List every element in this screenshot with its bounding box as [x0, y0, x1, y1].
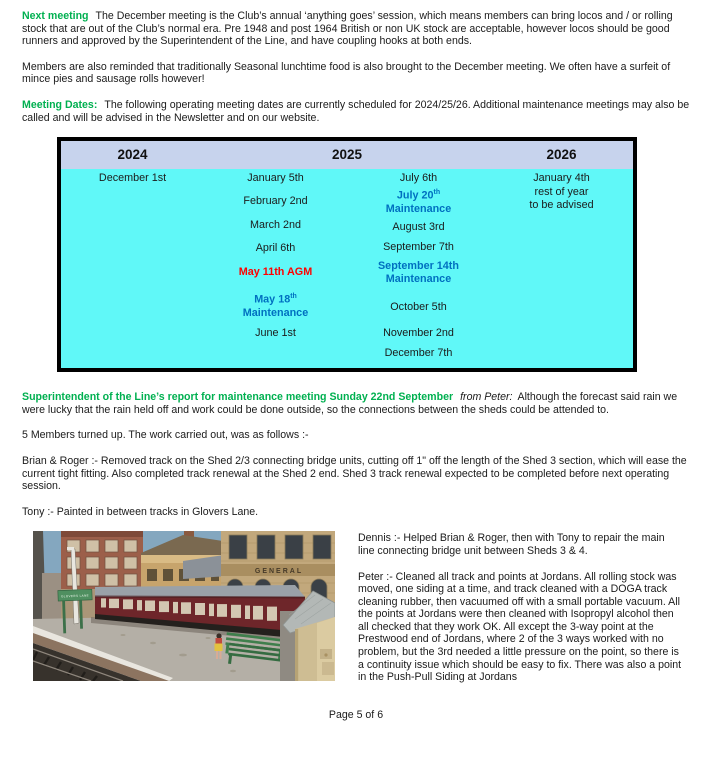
- date-jan-5th: January 5th: [247, 172, 304, 185]
- para-work-summary: 5 Members turned up. The work carried out, was as follows :-: [22, 429, 309, 442]
- next-meeting-heading: Next meeting: [22, 10, 89, 22]
- photo-and-text-row: [22, 531, 690, 697]
- date-may-11th-agm: May 11th AGM: [238, 266, 313, 279]
- date-feb-2nd: February 2nd: [243, 195, 308, 208]
- date-jun-1st: June 1st: [255, 327, 296, 340]
- date-mar-2nd: March 2nd: [249, 219, 301, 232]
- meeting-dates-body: The following operating meeting dates are currently scheduled for 2024/25/26. Additional maintenance meetings may also be called and will be advised in the Newsletter and on our website.: [22, 98, 690, 124]
- para-dennis: Dennis :- Helped Brian & Roger, then with Tony to repair the main line connecting bridge unit between Sheds 3 & 4.: [358, 532, 665, 557]
- date-sep-7th: September 7th: [383, 241, 454, 254]
- date-oct-5th: October 5th: [390, 301, 447, 314]
- right-text-column: [358, 531, 684, 697]
- date-jan-4th-2026: January 4th: [533, 172, 590, 185]
- date-apr-6th: April 6th: [255, 242, 296, 255]
- para-peter: Peter :- Cleaned all track and points at Jordans. All rolling stock was moved, one siding at a time, and track cleaned with a DOGA track cleaning rubber, then vacuumed off with a small portable vacuum. All the points at Jordans were then cleaned with Isopropyl alcohol then all checked that they work OK. All except the 3-way point at the Prestwood end of Jordans, where 2 of the 3 ways worked with no problem, but the 3rd needed a little pressure on the point, so there is a continuity issue which should be easy to fix. There was also a point in the Push-Pull Siding at Jordans: [358, 570, 682, 684]
- date-dec-7th: December 7th: [384, 347, 453, 360]
- date-sep-14th-maintenance: September 14th Maintenance: [377, 260, 459, 286]
- para-brian-roger: Brian & Roger :- Removed track on the Shed 2/3 connecting bridge units, cutting off 1" off the length of the Shed 3 section, which will ease the current tight fitting. Also completed track renewal at the Shed 2 end. Shed 3 track renewal expected to be completed before next operating session.: [22, 454, 687, 493]
- date-dec-1st-2024: December 1st: [98, 172, 167, 185]
- photo-sign-text: GLOVERS LANE: [60, 593, 90, 599]
- date-aug-3rd: August 3rd: [392, 221, 445, 234]
- date-jul-20th-maintenance: July 20th Maintenance: [385, 189, 452, 215]
- para-tony: Tony :- Painted in between tracks in Glovers Lane.: [22, 505, 259, 518]
- meeting-dates-heading: Meeting Dates:: [22, 98, 98, 111]
- para-meeting-dates: [22, 99, 690, 124]
- date-may-18th-maintenance: May 18th Maintenance: [242, 293, 309, 319]
- photo-building-sign-text: GENERAL: [254, 568, 304, 576]
- date-jul-6th: July 6th: [399, 172, 438, 185]
- next-meeting-body: The December meeting is the Club’s annual ‘anything goes’ session, which means members can bring locos and / or rolling stock that are out of the Club’s normal era. Pre 1948 and post 1964 British or non UK stock are acceptable, however locos should be good runners and approved by the Superintendent of the Line, and have coupling hooks at both ends.: [22, 10, 673, 48]
- year-header-2025: 2025: [331, 146, 363, 162]
- para-next-meeting: [22, 10, 690, 48]
- para-members-reminder: Members are also reminded that traditionally Seasonal lunchtime food is also brought to the December meeting. We often have a surfeit of mince pies and sausage rolls however!: [22, 60, 671, 86]
- superintendent-report-heading: Superintendent of the Line’s report for maintenance meeting Sunday 22nd September: [22, 391, 454, 404]
- report-body: Although the forecast said rain we were lucky that the rain held off and work could be done outside, so the connections between the sheds could be attended to.: [22, 391, 678, 416]
- model-railway-photo: [33, 531, 335, 681]
- year-header-2026: 2026: [546, 146, 577, 162]
- table-body: [61, 169, 633, 368]
- page-footer: Page 5 of 6: [328, 708, 384, 721]
- table-header-row: [61, 141, 633, 169]
- page-content: [22, 10, 690, 721]
- date-nov-2nd: November 2nd: [383, 327, 454, 340]
- report-attribution: from Peter:: [460, 391, 513, 404]
- para-superintendent-report: [22, 391, 690, 416]
- year-header-2024: 2024: [117, 146, 148, 162]
- meeting-dates-table: [57, 137, 637, 372]
- note-rest-of-year: rest of year to be advised: [529, 186, 594, 212]
